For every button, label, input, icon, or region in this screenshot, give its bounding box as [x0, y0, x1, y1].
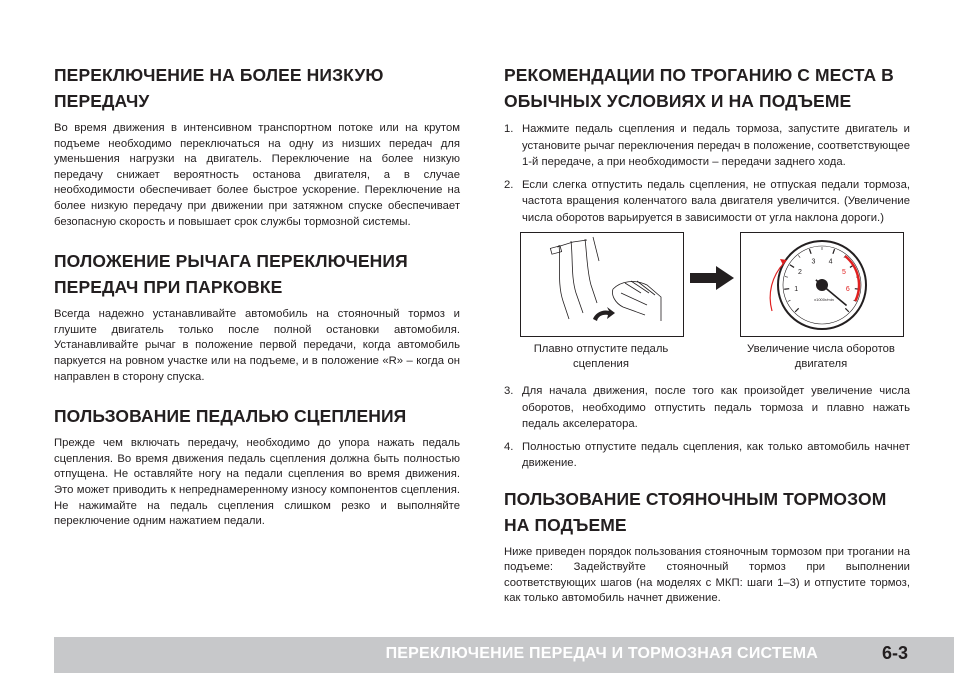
- step-number: 1.: [504, 123, 514, 135]
- step-text: Если слегка отпустить педаль сцепления, не отпуская педали тормоза, частота вращения коленчатого вала двигателя увеличится. (Увеличение числа оборотов варьируется в зависимости от угла наклона дороги.): [522, 178, 910, 224]
- step-number: 4.: [504, 440, 514, 453]
- section-downshift: [54, 62, 460, 230]
- step-text: Полностью отпустите педаль сцепления, как только автомобиль начнет движение.: [522, 440, 910, 469]
- illustration-row: [504, 232, 910, 377]
- step-number: 3.: [504, 385, 514, 397]
- section-body-downshift: Во время движения в интенсивном транспортном потоке или на крутом подъеме необходимо переключаться на одну из низших передач для уменьшения нагрузки на двигатель. Переключение на более низкую передачу снижает вероятность останова двигателя, а в случае необходимости обеспечивает более быстрое ускорение. Переключение на более низкую передачу при движении при затяжном спуске обеспечивает безопасную скорость и повышает срок службы тормозной системы.: [54, 122, 460, 228]
- release-arrow-icon: [593, 307, 615, 321]
- section-clutch-pedal: [54, 403, 460, 530]
- step-item: [504, 383, 910, 433]
- section-title-clutch-pedal: ПОЛЬЗОВАНИЕ ПЕДАЛЬЮ СЦЕПЛЕНИЯ: [54, 406, 407, 427]
- section-title-parking-lever: ПОЛОЖЕНИЕ РЫЧАГА ПЕРЕКЛЮЧЕНИЯ ПЕРЕДАЧ ПРИ ПАРКОВКЕ: [54, 251, 408, 298]
- step-item: [504, 121, 910, 171]
- page-number: 6-3: [881, 643, 908, 663]
- gauge-tick: [784, 289, 789, 290]
- right-arrow-icon: [690, 266, 734, 290]
- gauge-number: 5: [842, 269, 846, 277]
- gauge-number: 1: [794, 285, 799, 293]
- step-item: [504, 439, 910, 472]
- left-column: [54, 62, 460, 548]
- caption-release-clutch: Плавно отпустите педаль сцепления: [533, 343, 669, 370]
- section-title-parking-brake-hill: ПОЛЬЗОВАНИЕ СТОЯНОЧНЫМ ТОРМОЗОМ НА ПОДЪЕМЕ: [504, 488, 887, 535]
- gauge-hub: [816, 279, 828, 291]
- section-body-clutch-pedal: Прежде чем включать передачу, необходимо до упора нажать педаль сцепления. Во время движения педаль сцепления должна быть полностью отпущена. Не оставляйте ногу на педали сцепления во время движения. Это может приводить к непреднамеренному износу компонентов сцепления. Не нажимайте на педаль сцепления слишком резко и выполняйте переключение одним нажатием педали.: [54, 437, 460, 528]
- page-footer: [54, 637, 954, 673]
- step-text: Нажмите педаль сцепления и педаль тормоза, запустите двигатель и установите рычаг переключения передач в положение, соответствующее 1-й передаче, а при необходимости – передачи заднего хода.: [522, 123, 910, 168]
- section-body-parking-brake-hill: Ниже приведен порядок пользования стояночным тормозом при трогании на подъеме: Задействуйте стояночный тормоз при выполнении соответствующих шагов (на моделях с МКП: шаги 1–3) и отпустите тормоз, как только автомобиль начнет движение.: [504, 545, 910, 605]
- step-item: [504, 177, 910, 227]
- right-column: [504, 62, 910, 607]
- gauge-unit: x1000r/min: [814, 297, 834, 302]
- clutch-pedal-illustration: [520, 232, 684, 337]
- gauge-number: 3: [811, 258, 816, 266]
- tachometer-illustration: [740, 232, 904, 337]
- section-title-downshift: ПЕРЕКЛЮЧЕНИЕ НА БОЛЕЕ НИЗКУЮ ПЕРЕДАЧУ: [54, 65, 384, 111]
- caption-rpm-increase: Увеличение числа оборотов двигателя: [747, 343, 895, 370]
- step-text: Для начала движения, после того как произойдет увеличение числа оборотов, необходимо отпустить педаль тормоза и плавно нажать педаль акселератора.: [522, 385, 910, 430]
- footer-chapter-title: ПЕРЕКЛЮЧЕНИЕ ПЕРЕДАЧ И ТОРМОЗНАЯ СИСТЕМА: [385, 645, 818, 662]
- gauge-number: 4: [828, 258, 833, 266]
- step-number: 2.: [504, 178, 514, 191]
- steps-list-b: [504, 383, 910, 472]
- section-parking-lever: [54, 248, 460, 385]
- section-parking-brake-hill: [504, 486, 910, 607]
- gauge-number: 2: [798, 269, 802, 277]
- section-title-starting-off: РЕКОМЕНДАЦИИ ПО ТРОГАНИЮ С МЕСТА В ОБЫЧНЫХ УСЛОВИЯХ И НА ПОДЪЕМЕ: [504, 65, 894, 111]
- steps-list-a: [504, 121, 910, 226]
- gauge-number: 6: [845, 285, 850, 293]
- section-body-parking-lever: Всегда надежно устанавливайте автомобиль на стояночный тормоз и глушите двигатель только после полной остановки автомобиля. Устанавливайте рычаг в положение первой передачи, когда автомобиль паркуется на ровном участке или на подъеме, и в положение «R» – когда он направлен в сторону спуска.: [54, 308, 460, 383]
